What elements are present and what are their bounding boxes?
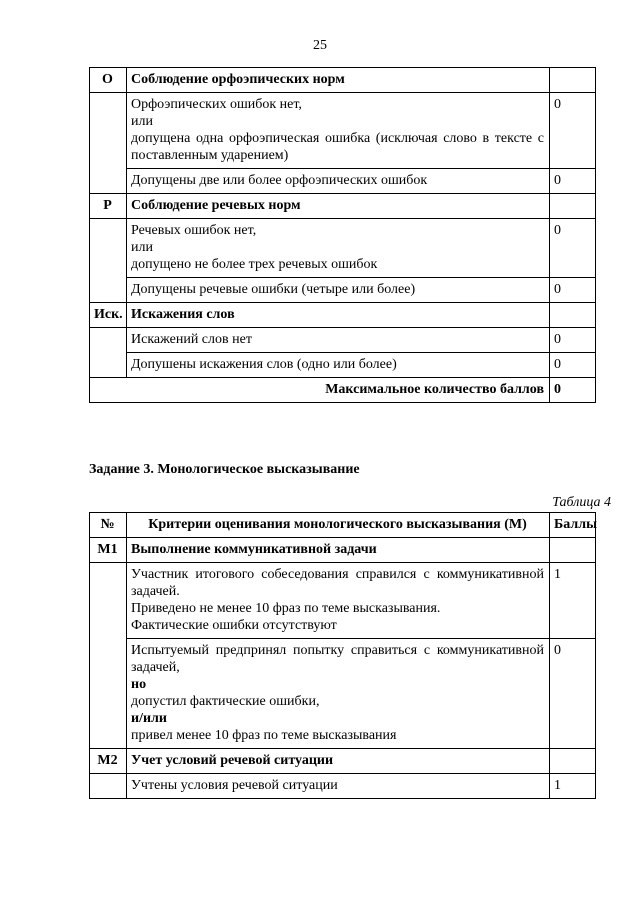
criterion-row xyxy=(90,93,596,169)
score-value: 0 xyxy=(550,639,596,749)
description-line: Участник итогового собеседования справился с коммуникативной задачей. xyxy=(131,567,544,599)
score-value: 0 xyxy=(550,353,596,378)
criteria-table-monologue xyxy=(89,512,596,799)
score-cell-empty xyxy=(550,194,596,219)
criterion-row xyxy=(90,639,596,749)
total-value: 0 xyxy=(550,378,596,403)
section-title: Задание 3. Монологическое высказывание xyxy=(89,462,360,477)
description-line: или xyxy=(131,240,153,255)
header-number: № xyxy=(90,513,127,538)
description-line-bold: и/или xyxy=(131,711,167,726)
criteria-table-orthoepic-speech xyxy=(89,67,596,403)
score-value: 1 xyxy=(550,563,596,639)
criterion-code: О xyxy=(90,68,127,93)
page-number: 25 xyxy=(313,38,327,53)
criterion-description: Допушены искажения слов (одно или более) xyxy=(127,353,550,378)
score-value: 0 xyxy=(550,219,596,278)
score-cell-empty xyxy=(550,749,596,774)
code-cell-empty xyxy=(90,93,127,194)
description-line: допустил фактические ошибки, xyxy=(131,694,320,709)
criterion-description xyxy=(127,219,550,278)
description-line: Испытуемый предпринял попытку справиться с коммуникативной задачей, xyxy=(131,643,544,675)
criterion-row xyxy=(90,774,596,799)
code-cell-empty xyxy=(90,563,127,749)
score-cell-empty xyxy=(550,303,596,328)
code-cell-empty xyxy=(90,328,127,378)
code-cell-empty xyxy=(90,219,127,303)
criterion-code: Иск. xyxy=(90,303,127,328)
criterion-description xyxy=(127,563,550,639)
criterion-description: Допущены две или более орфоэпических ошибок xyxy=(127,169,550,194)
section-header-row xyxy=(90,749,596,774)
description-line-bold: но xyxy=(131,677,147,692)
total-label: Максимальное количество баллов xyxy=(90,378,550,403)
section-header-row xyxy=(90,303,596,328)
total-row xyxy=(90,378,596,403)
criterion-title: Соблюдение орфоэпических норм xyxy=(127,68,550,93)
score-value: 0 xyxy=(550,93,596,169)
header-criteria: Критерии оценивания монологического высказывания (М) xyxy=(127,513,550,538)
score-value: 0 xyxy=(550,278,596,303)
criterion-row xyxy=(90,328,596,353)
description-line: Приведено не менее 10 фраз по теме высказывания. xyxy=(131,601,441,616)
criterion-row xyxy=(90,278,596,303)
section-header-row xyxy=(90,538,596,563)
code-cell-empty xyxy=(90,774,127,799)
criterion-title: Соблюдение речевых норм xyxy=(127,194,550,219)
table-caption: Таблица 4 xyxy=(552,495,611,510)
criterion-title: Выполнение коммуникативной задачи xyxy=(127,538,550,563)
description-line: Речевых ошибок нет, xyxy=(131,223,257,238)
criterion-description: Искажений слов нет xyxy=(127,328,550,353)
score-value: 1 xyxy=(550,774,596,799)
criterion-title: Учет условий речевой ситуации xyxy=(127,749,550,774)
description-line: привел менее 10 фраз по теме высказывания xyxy=(131,728,397,743)
score-value: 0 xyxy=(550,328,596,353)
score-value: 0 xyxy=(550,169,596,194)
criterion-row xyxy=(90,219,596,278)
score-cell-empty xyxy=(550,538,596,563)
section-header-row xyxy=(90,194,596,219)
criterion-description xyxy=(127,93,550,169)
criterion-code: М1 xyxy=(90,538,127,563)
description-line: допущено не более трех речевых ошибок xyxy=(131,257,378,272)
score-cell-empty xyxy=(550,68,596,93)
criterion-code: Р xyxy=(90,194,127,219)
description-line: допущена одна орфоэпическая ошибка (исключая слово в тексте с поставленным ударением) xyxy=(131,131,544,163)
description-line: или xyxy=(131,114,153,129)
criterion-title: Искажения слов xyxy=(127,303,550,328)
criterion-row xyxy=(90,169,596,194)
criterion-row xyxy=(90,563,596,639)
header-score: Баллы xyxy=(550,513,596,538)
criterion-description xyxy=(127,639,550,749)
criterion-row xyxy=(90,353,596,378)
description-line: Орфоэпических ошибок нет, xyxy=(131,97,302,112)
description-line: Фактические ошибки отсутствуют xyxy=(131,618,337,633)
criterion-code: М2 xyxy=(90,749,127,774)
section-header-row xyxy=(90,68,596,93)
table-header-row xyxy=(90,513,596,538)
criterion-description: Допущены речевые ошибки (четыре или более) xyxy=(127,278,550,303)
criterion-description: Учтены условия речевой ситуации xyxy=(127,774,550,799)
